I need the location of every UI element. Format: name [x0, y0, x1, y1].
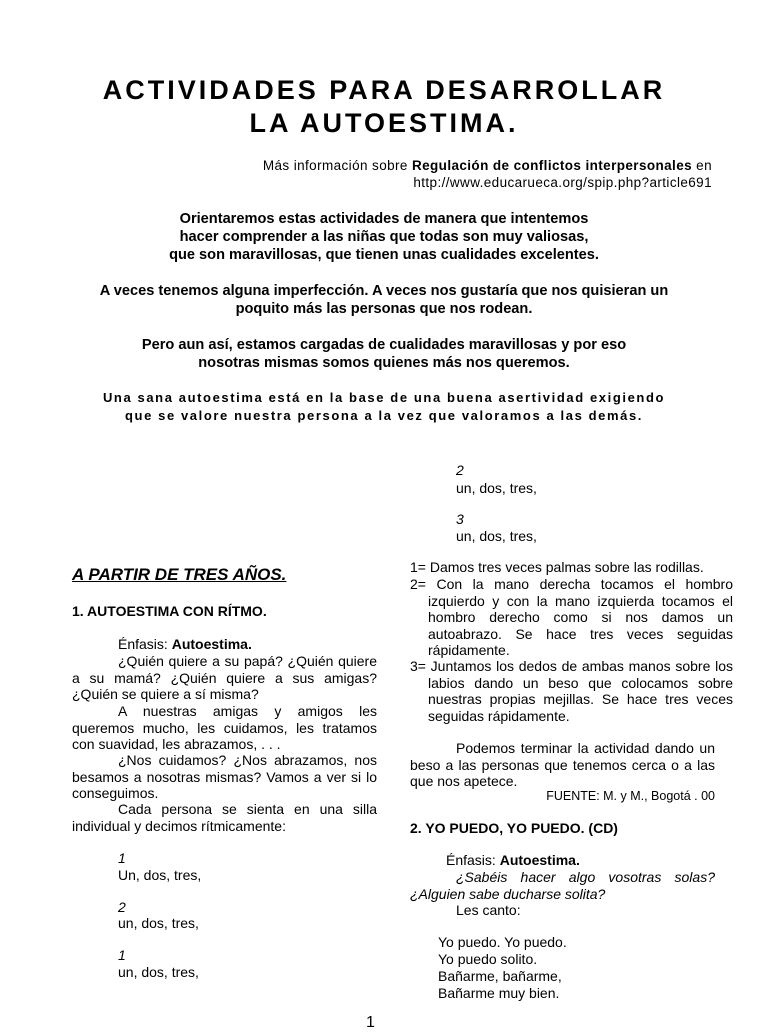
intro-line: nosotras mismas somos quienes más nos queremos. — [198, 355, 570, 371]
enfasis-label: Énfasis: — [118, 636, 172, 652]
page-number: 1 — [366, 1014, 375, 1031]
question: ¿Sabéis hacer algo vosotras solas? ¿Alguien sabe ducharse solita? — [410, 869, 715, 902]
rhythm-number: 2 — [456, 462, 464, 478]
song-line: Yo puedo solito. — [438, 951, 538, 967]
more-info-topic[interactable]: Regulación de conflictos interpersonales — [411, 158, 693, 173]
more-info-suffix: en — [692, 158, 712, 173]
enfasis-label: Énfasis: — [446, 852, 500, 868]
enfasis-line — [118, 636, 252, 653]
step-1: 1= Damos tres veces palmas sobre las rodillas. — [410, 559, 704, 575]
rhythm-text: un, dos, tres, — [118, 964, 199, 980]
more-info — [263, 157, 712, 191]
intro-paragraph-3 — [60, 336, 708, 372]
rhythm-number: 1 — [118, 850, 126, 866]
section-heading: A PARTIR DE TRES AÑOS. — [72, 565, 287, 584]
rhythm-number: 2 — [118, 899, 126, 915]
activity-1-title: 1. AUTOESTIMA CON RÍTMO. — [72, 603, 267, 619]
intro-paragraph-1 — [60, 210, 708, 264]
intro-paragraph-4 — [60, 389, 708, 425]
song-line: Yo puedo. Yo puedo. — [438, 934, 567, 950]
enfasis-line — [446, 852, 580, 869]
more-info-url[interactable]: http://www.educarueca.org/spip.php?article691 — [413, 175, 712, 190]
intro-line: Pero aun así, estamos cargadas de cualidades maravillosas y por eso — [141, 337, 627, 353]
intro-line: hacer comprender a las niñas que todas son muy valiosas, — [179, 229, 589, 245]
intro-line: Orientaremos estas actividades de manera que intentemos — [179, 211, 589, 227]
paragraph: Cada persona se sienta en una silla individual y decimos rítmicamente: — [72, 801, 377, 834]
intro-line: que se valore nuestra persona a la vez que valoramos a las demás. — [124, 408, 644, 423]
enfasis-value: Autoestima. — [171, 636, 252, 652]
song-line: Bañarme, bañarme, — [438, 968, 562, 984]
intro-paragraph-2 — [60, 282, 708, 318]
activity-2-title: 2. YO PUEDO, YO PUEDO. (CD) — [410, 820, 618, 836]
document-title — [0, 74, 768, 140]
intro-line: que son maravillosas, que tienen unas cualidades excelentes. — [169, 247, 599, 263]
les-canto: Les canto: — [456, 902, 521, 918]
intro-line: Una sana autoestima está en la base de una buena asertividad exigiendo — [102, 390, 666, 405]
rhythm-text: un, dos, tres, — [118, 915, 199, 931]
source-citation: FUENTE: M. y M., Bogotá . 00 — [546, 789, 715, 803]
step-3: 3= Juntamos los dedos de ambas manos sobre los labios dando un beso que colocamos sobre nuestras propias mejillas. Se hace tres veces seguidas rápidamente. — [410, 658, 733, 724]
paragraph: A nuestras amigas y amigos les queremos mucho, les cuidamos, les tratamos con suavidad, les abrazamos, . . . — [72, 703, 377, 752]
rhythm-text: Un, dos, tres, — [118, 867, 202, 883]
intro-line: A veces tenemos alguna imperfección. A veces nos gustaría que nos quisieran un — [99, 283, 669, 299]
paragraph: ¿Nos cuidamos? ¿Nos abrazamos, nos besamos a nosotras mismas? Vamos a ver si lo conseguimos. — [72, 752, 377, 801]
rhythm-number: 3 — [456, 511, 464, 527]
paragraph: ¿Quién quiere a su papá? ¿Quién quiere a su mamá? ¿Quién quiere a sus amigas? ¿Quién se quiere a sí misma? — [72, 653, 377, 702]
intro-line: poquito más las personas que nos rodean. — [235, 301, 533, 317]
song-line: Bañarme muy bien. — [438, 985, 560, 1001]
more-info-line — [263, 157, 712, 174]
more-info-prefix: Más información sobre — [262, 158, 412, 173]
enfasis-value: Autoestima. — [499, 852, 580, 868]
rhythm-text: un, dos, tres, — [456, 480, 537, 496]
rhythm-text: un, dos, tres, — [456, 528, 537, 544]
step-2: 2= Con la mano derecha tocamos el hombro izquierdo y con la mano izquierda tocamos el hombro derecho como si nos damos un autoabrazo. Se hace tres veces seguidas rápidamente. — [410, 576, 733, 658]
title-line-1: ACTIVIDADES PARA DESARROLLAR — [102, 75, 666, 105]
closing-paragraph: Podemos terminar la actividad dando un beso a las personas que tenemos cerca o a las que nos apetece. — [410, 740, 715, 789]
rhythm-number: 1 — [118, 947, 126, 963]
title-line-2: LA AUTOESTIMA. — [249, 108, 519, 138]
